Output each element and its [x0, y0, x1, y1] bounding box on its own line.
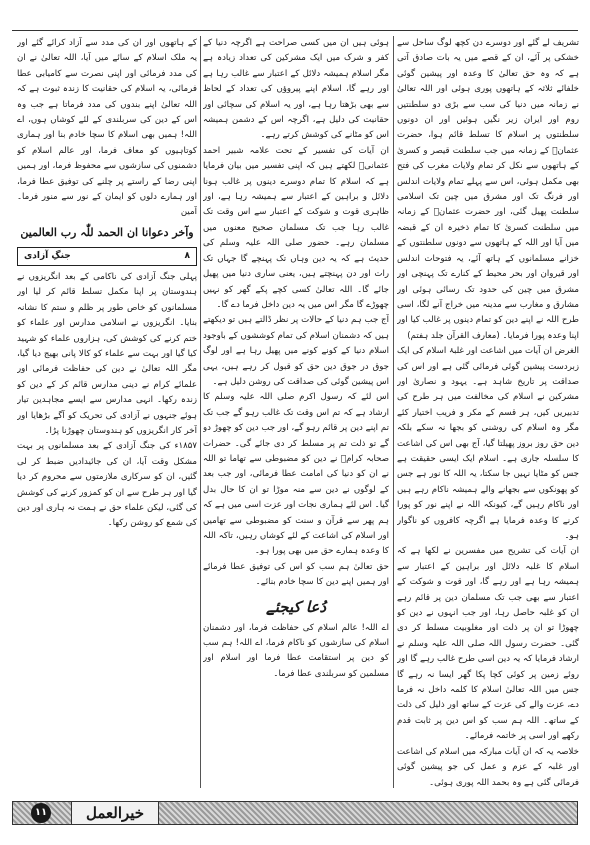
section-paragraph-2: ۱۸۵۷ء کی جنگ آزادی کے بعد مسلمانوں پر بہت مشکل وقت آیا، ان کی جائیدادیں ضبط کر لی گئیں، ان کو سرکاری ملازمتوں سے محروم کر دیا گیا اور ہر طرح سے ان کو کمزور کرنے کی کوشش کی گئی، لیکن علماء حق نے ہمت نہ ہاری اور دین کی شمع کو روشن رکھا۔: [17, 441, 197, 529]
top-rule: [12, 30, 578, 31]
column-right-paragraph-2: الغرض ان آیات میں اشاعت اور غلبۂ اسلام کی ایک زبردست پیشین گوئی فرمائی گئی ہے اور اس کی صداقت پر تاریخ شاہد ہے۔ یہود و نصاریٰ اور مشرکین نے اسلام کی مخالفت میں ہر طرح کی تدبیریں کیں، ہر قسم کے مکر و فریب اختیار کئے مگر وہ اسلام کی روشنی کو بجھا نہ سکے بلکہ دین حق روز بروز پھیلتا گیا، آج بھی اس کی اشاعت کا سلسلہ جاری ہے۔ اسلام ایک ایسی حقیقت ہے جس کو مٹایا نہیں جا سکتا، یہ اللہ کا نور ہے جس کو پھونکوں سے بجھانے والے ہمیشہ ناکام رہے ہیں اور ناکام رہیں گے، کیونکہ اللہ نے اپنے نور کو پورا کرنے کا وعدہ فرمایا ہے اگرچہ کافروں کو ناگوار ہو۔: [397, 346, 579, 541]
magazine-logo: خیرالعمل: [71, 802, 159, 824]
dua-paragraph: اے اللہ! عالم اسلام کی حفاظت فرما، اور دشمنان اسلام کی سازشوں کو ناکام فرما، اے اللہ! ہم سب کو دین پر استقامت عطا فرما اور اسلام اور مسلمین کو سربلندی عطا فرما۔: [203, 622, 389, 679]
column-middle-paragraph-3: آج جب ہم دنیا کے حالات پر نظر ڈالتے ہیں تو دیکھتے ہیں کہ دشمنان اسلام کی تمام کوششوں کے باوجود اسلام دنیا کے کونے کونے میں پھیل رہا ہے اور لوگ جوق در جوق دین حق کو قبول کر رہے ہیں، یہی اس پیشین گوئی کی صداقت کی روشن دلیل ہے۔: [203, 315, 389, 387]
footer-bar: [12, 801, 578, 825]
column-middle-paragraph-5: حق تعالیٰ ہم سب کو اس کی توفیق عطا فرمائے اور ہمیں اپنے دین کا سچا خادم بنائے۔: [203, 561, 389, 588]
closing-line: وآخر دعوانا ان الحمد للّٰہ رب العالمین: [20, 225, 194, 239]
column-left: [17, 36, 197, 788]
column-right-paragraph-4: خلاصہ یہ کہ ان آیات مبارکہ میں اسلام کی اشاعت اور غلبہ کے عزم و عمل کی جو پیشین گوئی فرمائی گئی ہے وہ بحمد اللہ پوری ہوئی۔: [397, 746, 579, 788]
column-right-paragraph-1: تشریف لے گئے اور دوسرے دن کچھ لوگ ساحل سے خشکی پر آئے، ان کے قصے میں یہ بات صادق آتی ہے کہ وہ حق تعالیٰ کا وعدہ اور پیشین گوئی خلفائے ثلاثہ کے ہاتھوں پوری ہوئی اور اللہ تعالیٰ نے زمانہ میں دنیا کی سب سے بڑی دو سلطنتیں روم اور ایران زیر نگیں ہوئیں اور ان دونوں سلطنتوں پر اسلام کا تسلط قائم ہوا، حضرت عثمانؓ کے زمانہ میں جب سلطنت قیصر و کسریٰ کے ہاتھوں سے نکل کر تمام ولایات مغرب کی فتح بھی مکمل ہوئی، اس سے پہلے تمام ولایات اندلس اور فرنگ تک اور مشرق میں چین تک اسلامی سلطنت پھیل گئی، اور حضرت عثمانؓ کے زمانہ میں سلطنت کسریٰ کا تمام ذخیرہ ان کے قبضہ میں آیا اور اللہ کے ہاتھوں سے دونوں سلطنتوں کے خزانے مسلمانوں کے ہاتھ آئے، یہ فتوحات اندلس اور قیروان اور بحر محیط کے کنارے تک پہنچی اور مشرق میں چین کی حدود تک رسائی ہوئی اور مشارق و مغارب سے مدینہ میں خراج آنے لگا، اسی طرح اللہ نے اپنے دین کو تمام دینوں پر غالب کیا اور اپنا وعدہ پورا فرمایا۔ (معارف القرآن جلد ہفتم): [397, 38, 579, 341]
column-divider: [200, 36, 201, 788]
page-number: ۱۱: [31, 803, 51, 823]
section-heading-box: [17, 247, 197, 266]
section-number: ۸: [184, 250, 190, 261]
column-middle-paragraph-2: ان آیات کی تفسیر کے تحت علامہ شبیر احمد عثمانیؒ لکھتے ہیں کہ اپنی تفسیر میں بیان فرمایا ہے کہ اسلام کا تمام دوسرے دینوں پر غالب ہونا دلائل و براہین کے اعتبار سے ہمیشہ رہا ہے، اور ظاہری قوت و شوکت کے اعتبار سے اس وقت تک غالب رہا جب تک مسلمان صحیح معنوں میں مسلمان رہے۔ حضور صلی اللہ علیہ وسلم کی حدیث ہے کہ یہ دین وہاں تک پہنچے گا جہاں تک رات اور دن پہنچتے ہیں، یعنی ساری دنیا میں پھیل جائے گا۔ اللہ تعالیٰ کسی کچے پکے گھر کو نہیں چھوڑے گا مگر اس میں یہ دین داخل فرما دے گا۔: [203, 145, 389, 310]
column-middle-paragraph-1: ہوئی ہیں ان میں کسی صراحت ہے اگرچہ دنیا کے کفر و شرک میں ایک مشرکین کی تعداد زیادہ ہے مگر اسلام ہمیشہ دلائل کے اعتبار سے غالب رہا ہے اور رہے گا، اسلام اپنے پیروؤں کی تعداد کے لحاظ سے بھی بڑھتا رہا ہے، اور یہ اسلام کی سچائی اور حقانیت کی دلیل ہے، اگرچہ اس کے دشمن ہمیشہ اس کو مٹانے کی کوشش کرتے رہے۔: [203, 38, 389, 141]
column-right-paragraph-3: ان آیات کی تشریح میں مفسرین نے لکھا ہے کہ اسلام کا غلبہ دلائل اور براہین کے اعتبار سے ہمیشہ رہا ہے اور رہے گا، اور قوت و شوکت کے اعتبار سے بھی جب تک مسلمان دین پر قائم رہے ان کو غلبہ حاصل رہا، اور جب انہوں نے دین کو چھوڑا تو ان پر ذلت اور مغلوبیت مسلط کر دی گئی۔ حضرت رسول اللہ صلی اللہ علیہ وسلم نے ارشاد فرمایا کہ یہ دین اسی طرح غالب رہے گا اور روئے زمین پر کوئی کچا پکا گھر ایسا نہ رہے گا جس میں اللہ تعالیٰ اسلام کا کلمہ داخل نہ فرما دے، عزت والے کی عزت کے ساتھ اور ذلیل کی ذلت کے ساتھ۔ اللہ ہم سب کو اس دین پر ثابت قدم رکھے اور اسی پر خاتمہ فرمائے۔: [397, 546, 579, 742]
section-paragraph-1: پہلی جنگ آزادی کی ناکامی کے بعد انگریزوں نے ہندوستان پر اپنا مکمل تسلط قائم کر لیا اور مسلمانوں کو خاص طور پر ظلم و ستم کا نشانہ بنایا۔ انگریزوں نے اسلامی مدارس اور علماء کو ختم کرنے کی کوشش کی، ہزاروں علماء کو شہید کیا گیا اور بہت سے علماء کو کالا پانی بھیج دیا گیا، مگر اللہ تعالیٰ نے دین کی حفاظت فرمائی اور علمائے کرام نے دینی مدارس قائم کر کے دین کو زندہ رکھا۔ انہی مدارس سے ایسے مجاہدین تیار ہوئے جنہوں نے آزادی کی تحریک کو آگے بڑھایا اور آخر کار انگریزوں کو ہندوستان چھوڑنا پڑا۔: [17, 271, 197, 436]
dua-heading: دُعا کیجئے: [265, 597, 327, 616]
section-title: جنگِ آزادی: [24, 250, 71, 261]
column-left-paragraph-1: کے ہاتھوں اور ان کی مدد سے آزاد کرائے گئے اور یہ ملک اسلام کے سائے میں آیا، اللہ تعالیٰ نے ان کی مدد فرمائی اور اپنی نصرت سے کامیابی عطا فرمائی، یہ اسلام کی حقانیت کا زندہ ثبوت ہے کہ اللہ تعالیٰ اپنے بندوں کی مدد فرماتا ہے جب وہ اس کے دین کی سربلندی کے لئے کوشاں ہوں، اے اللہ! ہمیں بھی اسلام کا سچا خادم بنا اور ہماری کوتاہیوں کو معاف فرما، اور عالم اسلام کو دشمنوں کی سازشوں سے محفوظ فرما، اور ہمیں اپنی رضا کے راستے پر چلنے کی توفیق عطا فرما، اور ہمارے دلوں کو ایمان کے نور سے منور فرما۔ آمین: [17, 38, 197, 218]
column-middle: [203, 36, 389, 788]
column-right: [397, 36, 579, 788]
column-middle-paragraph-4: اس لئے کہ رسول اکرم صلی اللہ علیہ وسلم کا ارشاد ہے کہ تم اس وقت تک غالب رہو گے جب تک تم اپنے دین پر قائم رہو گے، اور جب دین کو چھوڑ دو گے تو ذلت تم پر مسلط کر دی جائے گی۔ حضرات صحابہ کرامؓ نے دین کو مضبوطی سے تھاما تو اللہ نے ان کو دنیا کی امامت عطا فرمائی، اور جب بعد کے لوگوں نے دین سے منہ موڑا تو ان کا حال بدل گیا۔ اس لئے ہماری نجات اور عزت اسی میں ہے کہ ہم پھر سے قرآن و سنت کو مضبوطی سے تھامیں اور اسلام کی اشاعت کے لئے کوشاں رہیں، تاکہ اللہ کا وعدہ ہمارے حق میں بھی پورا ہو۔: [203, 392, 389, 557]
column-divider: [393, 36, 394, 788]
